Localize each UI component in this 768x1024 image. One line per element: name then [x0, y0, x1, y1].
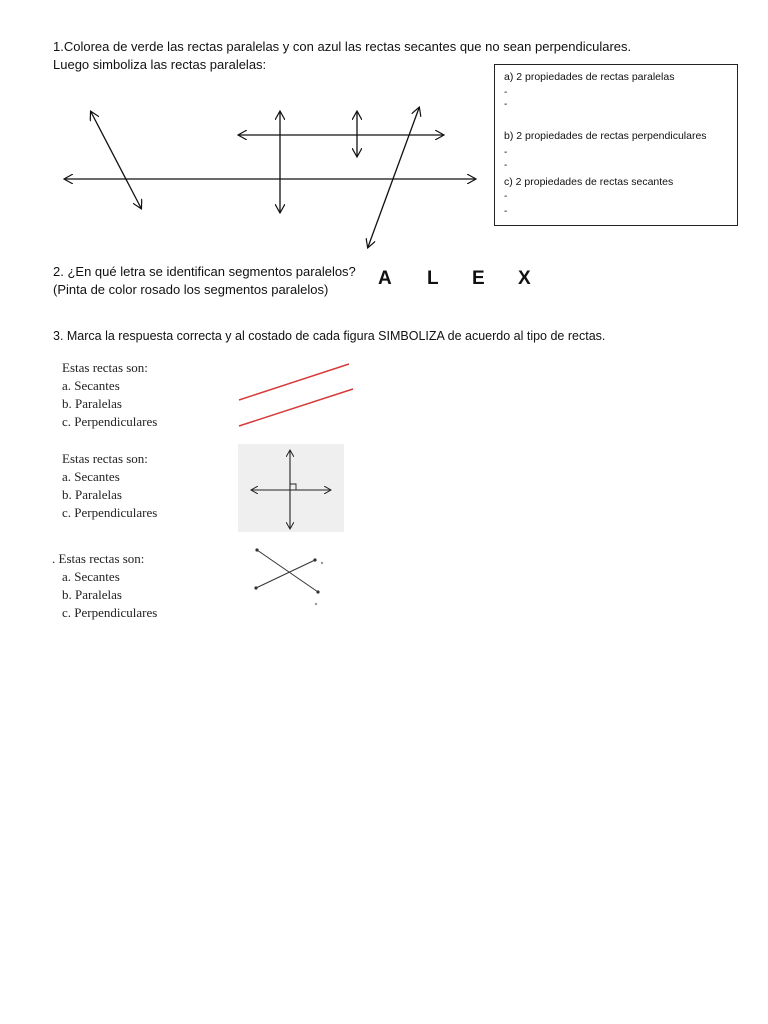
q1-subtitle: Luego simboliza las rectas paralelas:: [53, 57, 267, 72]
secant-point-2: [316, 590, 319, 593]
secant-label-dot-1: [321, 562, 323, 564]
secant-point-1: [255, 548, 258, 551]
prop-a-dash-1: -: [504, 87, 508, 98]
red-parallel-line-1: [239, 364, 349, 400]
q3-item-2-prompt: Estas rectas son:: [62, 451, 148, 466]
q2-instruction: (Pinta de color rosado los segmentos paralelos): [53, 282, 329, 297]
prop-b-heading: b) 2 propiedades de rectas perpendiculares: [504, 130, 707, 142]
secant-line-1: [257, 550, 318, 592]
q3-item-1-option-a[interactable]: a. Secantes: [62, 378, 120, 393]
q1-lines-figure: [55, 100, 485, 255]
q3-figure-parallel: [236, 358, 356, 428]
q3-item-3: [52, 550, 157, 622]
prop-a-dash-2: -: [504, 99, 508, 110]
q2-block: [53, 263, 356, 299]
line-diagonal-right: [368, 108, 419, 247]
secant-label-dot-2: [315, 603, 317, 605]
q3-item-1-prompt: Estas rectas son:: [62, 360, 148, 375]
q3-item-2-option-b[interactable]: b. Paralelas: [62, 487, 122, 502]
properties-box: [494, 64, 738, 226]
right-angle-mark: [290, 484, 296, 490]
prop-a-heading: a) 2 propiedades de rectas paralelas: [504, 71, 675, 83]
secant-point-3: [254, 586, 257, 589]
q3-question: 3. Marca la respuesta correcta y al costado de cada figura SIMBOLIZA de acuerdo al tipo de rectas.: [53, 329, 606, 343]
q3-item-3-option-b[interactable]: b. Paralelas: [62, 587, 122, 602]
prop-b-dash-1: -: [504, 147, 508, 158]
q3-figure-secant: [244, 542, 334, 614]
letter-x: X: [518, 268, 531, 289]
q1-title: 1.Colorea de verde las rectas paralelas y con azul las rectas secantes que no sean perpendiculares.: [53, 39, 632, 54]
prop-c-dash-1: -: [504, 191, 508, 202]
q3-item-2-option-c[interactable]: c. Perpendiculares: [62, 505, 158, 520]
secant-point-4: [313, 558, 316, 561]
q2-question: 2. ¿En qué letra se identifican segmentos paralelos?: [53, 264, 356, 279]
q3-item-2-option-a[interactable]: a. Secantes: [62, 469, 120, 484]
q3-item-3-option-a[interactable]: a. Secantes: [62, 569, 120, 584]
q3-item-1-option-b[interactable]: b. Paralelas: [62, 396, 122, 411]
letter-e: E: [472, 268, 485, 289]
prop-c-heading: c) 2 propiedades de rectas secantes: [504, 176, 674, 188]
q3-item-3-prompt: . Estas rectas son:: [52, 551, 145, 566]
q3-item-1: [62, 359, 157, 431]
q3-figure-perpendicular: [238, 444, 344, 532]
q3-item-1-option-c[interactable]: c. Perpendiculares: [62, 414, 158, 429]
prop-c-dash-2: -: [504, 206, 508, 217]
prop-b-dash-2: -: [504, 160, 508, 171]
letter-l: L: [427, 268, 439, 289]
line-diagonal-left: [91, 112, 141, 208]
letter-a: A: [378, 268, 392, 289]
q3-item-3-option-c[interactable]: c. Perpendiculares: [62, 605, 158, 620]
q3-item-2: [62, 450, 157, 522]
